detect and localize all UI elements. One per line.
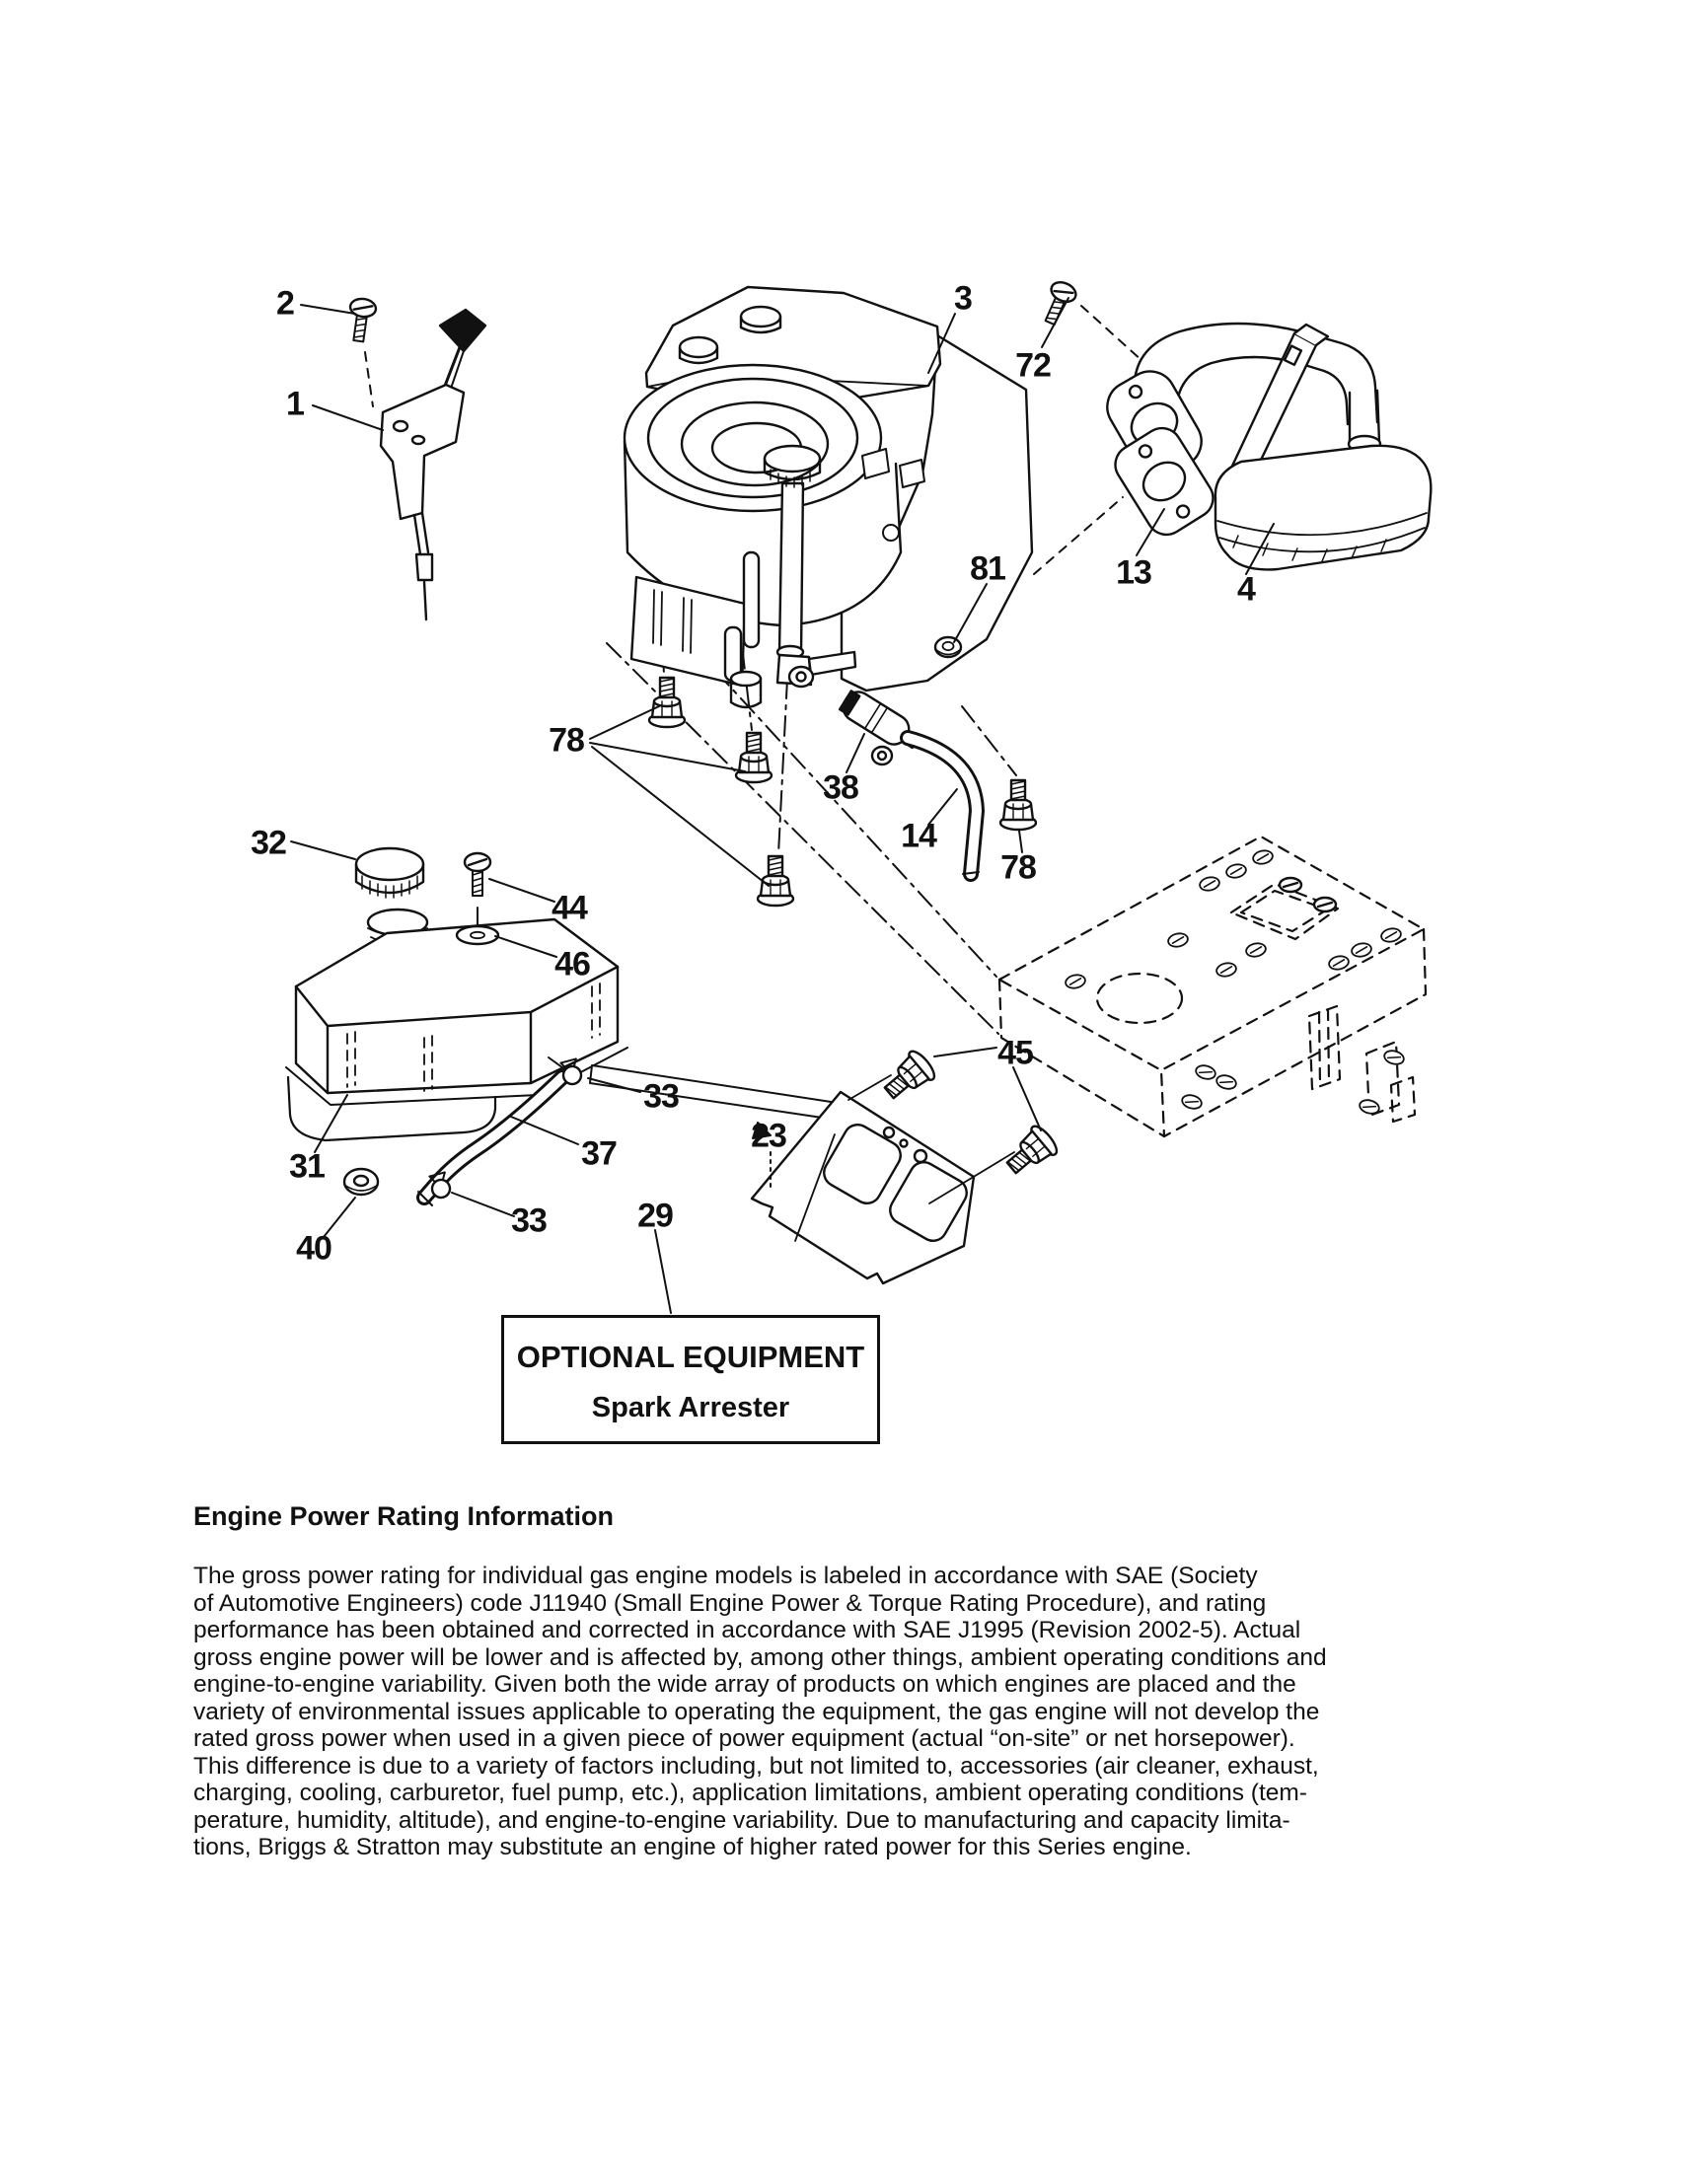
fuel-filter — [839, 687, 923, 764]
engine — [625, 287, 1032, 707]
carburetor-fitting — [731, 652, 855, 707]
tank-screw — [465, 853, 490, 896]
paragraph-line: tions, Briggs & Stratton may substitute an engine of higher rated power for this Series engine. — [193, 1834, 1192, 1860]
callout-32: 32 — [251, 824, 286, 862]
optional-equipment-subtitle: Spark Arrester — [591, 1392, 790, 1423]
optional-equipment-title: OPTIONAL EQUIPMENT — [516, 1340, 865, 1374]
throttle-control — [345, 297, 485, 619]
callout-33-upper: 33 — [643, 1077, 679, 1116]
flange-nut — [935, 637, 961, 657]
paragraph-line: perature, humidity, altitude), and engine-to-engine variability. Due to manufacturing and capacity limita- — [193, 1806, 1290, 1834]
muffler-body — [1215, 391, 1431, 569]
paragraph-line: performance has been obtained and corrected in accordance with SAE J1995 (Revision 2002-5). Actual — [193, 1617, 1301, 1643]
callout-23: 23 — [751, 1117, 786, 1155]
callout-37: 37 — [581, 1134, 617, 1173]
paragraph-line: This difference is due to a variety of factors including, but not limited to, accessories (air cleaner, exhaust, — [193, 1752, 1319, 1780]
callout-44: 44 — [552, 889, 587, 927]
callout-46: 46 — [554, 945, 590, 983]
callout-3: 3 — [954, 279, 972, 318]
callout-78-right: 78 — [1000, 848, 1036, 887]
callout-81: 81 — [970, 549, 1005, 588]
callout-38: 38 — [823, 768, 858, 807]
rating-paragraph — [193, 1563, 1545, 1861]
engine-power-rating-section — [193, 1501, 1545, 1861]
callout-14: 14 — [901, 817, 936, 855]
callout-40: 40 — [296, 1229, 331, 1268]
callout-2: 2 — [276, 284, 294, 323]
paragraph-line: charging, cooling, carburetor, fuel pump, etc.), application limitations, ambient operating conditions (tem- — [193, 1780, 1307, 1806]
throttle-screw — [345, 297, 377, 342]
callout-33-lower: 33 — [511, 1201, 547, 1240]
fuel-cap — [356, 848, 423, 898]
callout-1: 1 — [286, 385, 304, 423]
callout-13: 13 — [1116, 553, 1151, 592]
paragraph-line: of Automotive Engineers) code J11940 (Small Engine Power & Torque Rating Procedure), and rating — [193, 1589, 1267, 1617]
paragraph-line: rated gross power when used in a given piece of power equipment (actual “on-site” or net horsepower). — [193, 1725, 1295, 1752]
paragraph-line: engine-to-engine variability. Given both the wide array of products on which engines are placed and the — [193, 1671, 1296, 1698]
grommet — [344, 1169, 378, 1195]
muffler-assembly — [1038, 278, 1431, 569]
callout-45: 45 — [997, 1034, 1033, 1072]
paragraph-line: gross engine power will be lower and is affected by, among other things, ambient operating conditions and — [193, 1643, 1327, 1671]
callout-78-left: 78 — [549, 721, 584, 760]
optional-equipment-box — [501, 1315, 880, 1444]
paragraph-line: variety of environmental issues applicable to operating the equipment, the gas engine will not develop the — [193, 1698, 1320, 1725]
callout-4: 4 — [1237, 570, 1255, 609]
muffler-screw — [1038, 278, 1078, 328]
callout-31: 31 — [289, 1147, 325, 1186]
tank-washer — [457, 926, 498, 944]
section-heading: Engine Power Rating Information — [193, 1501, 615, 1531]
callout-29: 29 — [637, 1197, 673, 1235]
paragraph-line: The gross power rating for individual gas engine models is labeled in accordance with SAE (Society — [193, 1563, 1258, 1589]
callout-72: 72 — [1015, 346, 1051, 385]
